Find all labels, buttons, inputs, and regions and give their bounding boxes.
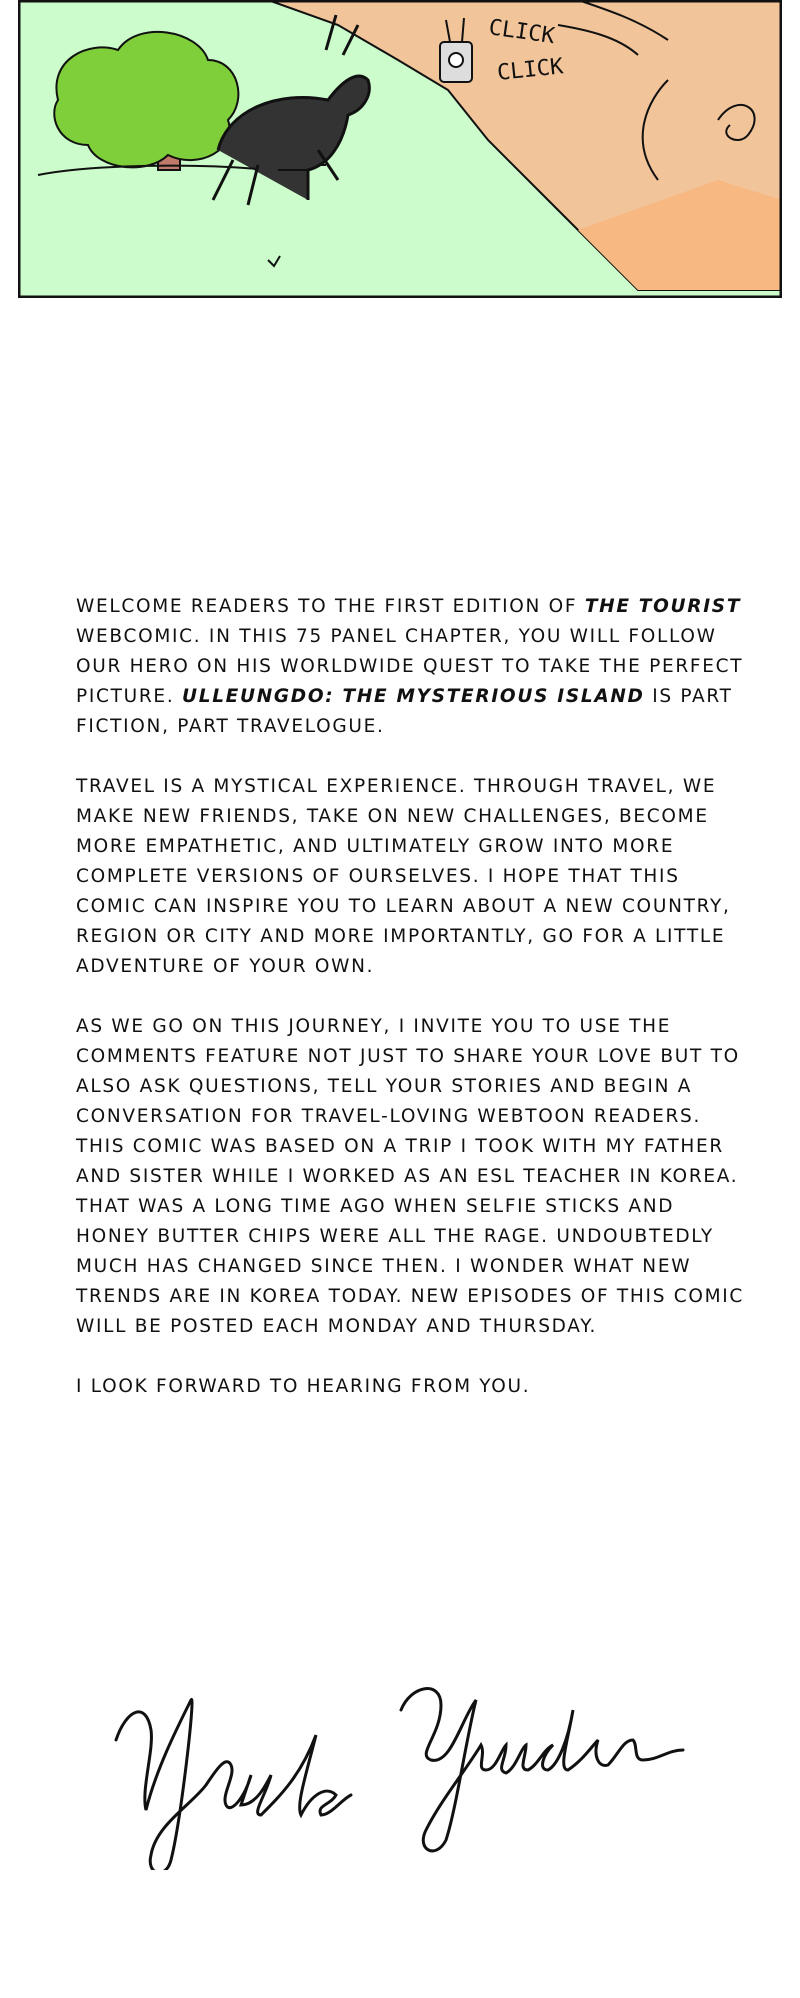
- author-letter: [76, 592, 752, 1432]
- sfx-click-2: CLICK: [496, 54, 565, 86]
- signature-drawing: [96, 1650, 696, 1870]
- letter-paragraph-4: I LOOK FORWARD TO HEARING FROM YOU.: [76, 1376, 531, 1397]
- sfx-click-1: CLICK: [487, 15, 557, 50]
- comic-panel: [18, 0, 782, 298]
- letter-paragraph-2: TRAVEL IS A MYSTICAL EXPERIENCE. THROUGH TRAVEL, WE MAKE NEW FRIENDS, TAKE ON NEW CHALLENGES, BECOME MORE EMPATHETIC, AND ULTIMATELY GROW INTO MORE COMPLETE VERSIONS OF OURSELVES. I HOPE THAT THIS COMIC CAN INSPIRE YOU TO LEARN ABOUT A NEW COUNTRY, REGION OR CITY AND MORE IMPORTANTLY, GO FOR A LITTLE ADVENTURE OF YOUR OWN.: [76, 776, 731, 977]
- letter-paragraph-1: WELCOME READERS TO THE FIRST EDITION OF THE TOURIST WEBCOMIC. IN THIS 75 PANEL CHAPTER, YOU WILL FOLLOW OUR HERO ON HIS WORLDWIDE QUEST TO TAKE THE PERFECT PICTURE. ULLEUNGDO: THE MYSTERIOUS ISLAND IS PART FICTION, PART TRAVELOGUE.: [76, 596, 744, 737]
- comic-illustration: [18, 0, 782, 298]
- comic-title: THE TOURIST: [584, 596, 742, 617]
- chapter-title: ULLEUNGDO: THE MYSTERIOUS ISLAND: [181, 686, 645, 707]
- signature: [96, 1650, 696, 1870]
- letter-paragraph-3: AS WE GO ON THIS JOURNEY, I INVITE YOU TO USE THE COMMENTS FEATURE NOT JUST TO SHARE YOUR LOVE BUT TO ALSO ASK QUESTIONS, TELL YOUR STORIES AND BEGIN A CONVERSATION FOR TRAVEL-LOVING WEBTOON READERS. THIS COMIC WAS BASED ON A TRIP I TOOK WITH MY FATHER AND SISTER WHILE I WORKED AS AN ESL TEACHER IN KOREA. THAT WAS A LONG TIME AGO WHEN SELFIE STICKS AND HONEY BUTTER CHIPS WERE ALL THE RAGE. UNDOUBTEDLY MUCH HAS CHANGED SINCE THEN. I WONDER WHAT NEW TRENDS ARE IN KOREA TODAY. NEW EPISODES OF THIS COMIC WILL BE POSTED EACH MONDAY AND THURSDAY.: [76, 1016, 745, 1337]
